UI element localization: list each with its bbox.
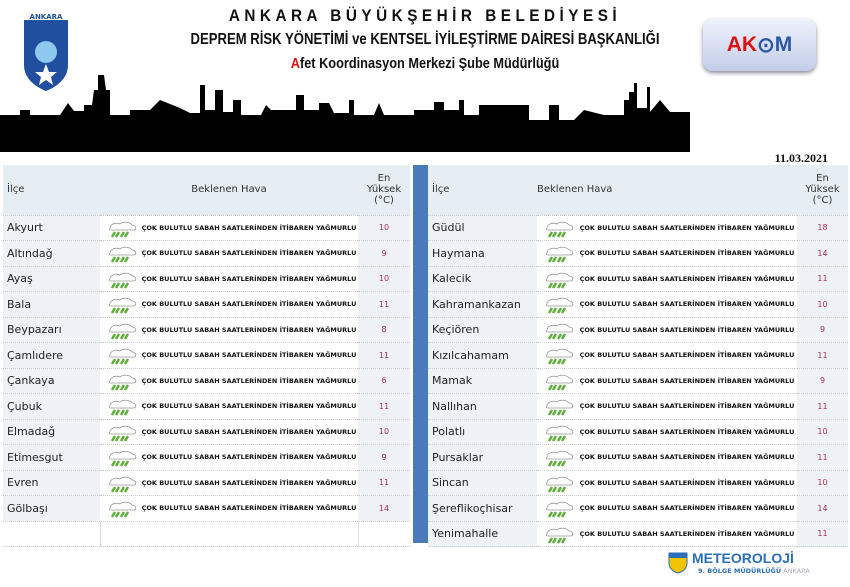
district-name: Sincan [428, 470, 537, 496]
weather-text: ÇOK BULUTLU SABAH SAATLERİNDEN İTİBAREN YAĞMURLU [579, 351, 795, 360]
weather-text: ÇOK BULUTLU SABAH SAATLERİNDEN İTİBAREN YAĞMURLU [579, 529, 795, 538]
cloud-rain-icon [106, 397, 138, 417]
table-row [3, 317, 410, 343]
max-temp: 9 [358, 445, 410, 471]
weather-cell [537, 419, 797, 445]
max-temp: 10 [797, 419, 848, 445]
cloud-rain-icon [106, 448, 138, 468]
district-name: Pursaklar [428, 445, 537, 471]
cloud-rain-icon [543, 346, 575, 366]
table-row [428, 521, 848, 547]
weather-cell [100, 419, 358, 445]
district-name: Kahramankazan [428, 292, 537, 318]
table-row [3, 470, 410, 496]
weather-cell [537, 470, 797, 496]
org-title: ANKARA BÜYÜKŞEHİR BELEDİYESİ [228, 6, 622, 25]
district-name: Kızılcahamam [428, 343, 537, 369]
weather-text: ÇOK BULUTLU SABAH SAATLERİNDEN İTİBAREN YAĞMURLU [579, 300, 795, 309]
weather-cell [100, 266, 358, 292]
cloud-rain-icon [106, 219, 138, 239]
max-temp: 11 [797, 445, 848, 471]
weather-cell [537, 496, 797, 522]
weather-cell [100, 241, 358, 267]
district-name: Çankaya [3, 368, 100, 394]
weather-cell [100, 215, 358, 241]
table-row [3, 496, 410, 522]
weather-cell [537, 521, 797, 547]
akom-logo: AK ⊙ M [703, 19, 816, 71]
cloud-rain-icon [106, 372, 138, 392]
max-temp: 10 [358, 419, 410, 445]
weather-text: ÇOK BULUTLU SABAH SAATLERİNDEN İTİBAREN YAĞMURLU [579, 504, 795, 513]
table-row [428, 241, 848, 267]
cloud-rain-icon [543, 244, 575, 264]
table-row [428, 317, 848, 343]
weather-cell [100, 368, 358, 394]
table-row [3, 445, 410, 471]
district-name: Polatlı [428, 419, 537, 445]
district-name: Keçiören [428, 317, 537, 343]
max-temp: 11 [797, 521, 848, 547]
weather-cell [537, 241, 797, 267]
column-header-temp: En Yüksek (°C) [358, 165, 410, 215]
table-row [428, 343, 848, 369]
max-temp: 11 [358, 343, 410, 369]
weather-text: ÇOK BULUTLU SABAH SAATLERİNDEN İTİBAREN YAĞMURLU [141, 478, 357, 487]
max-temp: 10 [358, 215, 410, 241]
table-row [3, 343, 410, 369]
district-name: Bala [3, 292, 100, 318]
weather-text: ÇOK BULUTLU SABAH SAATLERİNDEN İTİBAREN YAĞMURLU [141, 504, 357, 513]
district-name: Şereflikoçhisar [428, 496, 537, 522]
table-row [428, 292, 848, 318]
weather-text: ÇOK BULUTLU SABAH SAATLERİNDEN İTİBAREN YAĞMURLU [579, 325, 795, 334]
table-row [3, 266, 410, 292]
max-temp: 11 [358, 292, 410, 318]
cloud-rain-icon [106, 474, 138, 494]
table-row [428, 394, 848, 420]
cloud-rain-icon [106, 423, 138, 443]
district-name: Ayaş [3, 266, 100, 292]
weather-cell [100, 496, 358, 522]
table-header [3, 165, 410, 215]
district-name: Akyurt [3, 215, 100, 241]
forecast-date: 11.03.2021 [774, 151, 828, 165]
department-title: DEPREM RİSK YÖNETİMİ ve KENTSEL İYİLEŞTİRME DAİRESİ BAŞKANLIĞI [190, 31, 660, 48]
weather-text: ÇOK BULUTLU SABAH SAATLERİNDEN İTİBAREN YAĞMURLU [141, 300, 357, 309]
header-banner [0, 0, 850, 152]
district-name: Elmadağ [3, 419, 100, 445]
column-header-weather: Beklenen Hava [100, 165, 358, 215]
weather-text: ÇOK BULUTLU SABAH SAATLERİNDEN İTİBAREN YAĞMURLU [141, 325, 357, 334]
weather-text: ÇOK BULUTLU SABAH SAATLERİNDEN İTİBAREN YAĞMURLU [141, 402, 357, 411]
weather-text: ÇOK BULUTLU SABAH SAATLERİNDEN İTİBAREN YAĞMURLU [579, 223, 795, 232]
max-temp: 9 [358, 241, 410, 267]
weather-text: ÇOK BULUTLU SABAH SAATLERİNDEN İTİBAREN YAĞMURLU [141, 453, 357, 462]
table-row [428, 419, 848, 445]
district-name: Nallıhan [428, 394, 537, 420]
weather-cell [537, 368, 797, 394]
forecast-table-left [3, 165, 410, 547]
max-temp: 14 [358, 496, 410, 522]
weather-cell [537, 317, 797, 343]
cloud-rain-icon [543, 448, 575, 468]
cloud-rain-icon [543, 219, 575, 239]
weather-text: ÇOK BULUTLU SABAH SAATLERİNDEN İTİBAREN YAĞMURLU [579, 402, 795, 411]
cloud-rain-icon [543, 474, 575, 494]
weather-text: ÇOK BULUTLU SABAH SAATLERİNDEN İTİBAREN YAĞMURLU [141, 376, 357, 385]
column-header-ilce: İlçe [3, 165, 100, 215]
meteoroloji-logo: METEOROLOJİ 9. BÖLGE MÜDÜRLÜĞÜ ANKARA [668, 552, 688, 578]
cloud-rain-icon [106, 295, 138, 315]
weather-text: ÇOK BULUTLU SABAH SAATLERİNDEN İTİBAREN YAĞMURLU [141, 249, 357, 258]
cloud-rain-icon [543, 321, 575, 341]
cloud-rain-icon [543, 525, 575, 545]
weather-text: ÇOK BULUTLU SABAH SAATLERİNDEN İTİBAREN YAĞMURLU [141, 351, 357, 360]
weather-text: ÇOK BULUTLU SABAH SAATLERİNDEN İTİBAREN YAĞMURLU [579, 453, 795, 462]
weather-text: ÇOK BULUTLU SABAH SAATLERİNDEN İTİBAREN YAĞMURLU [579, 376, 795, 385]
meteoroloji-emblem-icon [668, 552, 688, 574]
district-name: Altındağ [3, 241, 100, 267]
district-name: Kalecik [428, 266, 537, 292]
weather-cell [100, 445, 358, 471]
weather-cell [100, 317, 358, 343]
cloud-rain-icon [106, 346, 138, 366]
max-temp: 10 [358, 266, 410, 292]
skyline-image [0, 75, 850, 152]
weather-text: ÇOK BULUTLU SABAH SAATLERİNDEN İTİBAREN YAĞMURLU [579, 427, 795, 436]
weather-cell [537, 445, 797, 471]
district-name: Haymana [428, 241, 537, 267]
weather-cell [537, 266, 797, 292]
weather-text: ÇOK BULUTLU SABAH SAATLERİNDEN İTİBAREN YAĞMURLU [141, 274, 357, 283]
district-name: Yenimahalle [428, 521, 537, 547]
weather-cell [537, 394, 797, 420]
column-header-temp: En Yüksek (°C) [797, 165, 848, 215]
cloud-rain-icon [106, 244, 138, 264]
cloud-rain-icon [543, 499, 575, 519]
weather-cell [100, 292, 358, 318]
cloud-rain-icon [543, 295, 575, 315]
weather-text: ÇOK BULUTLU SABAH SAATLERİNDEN İTİBAREN YAĞMURLU [141, 223, 357, 232]
max-temp: 10 [797, 292, 848, 318]
district-name: Çamlıdere [3, 343, 100, 369]
column-header-ilce: İlçe [428, 165, 537, 215]
forecast-table-right [428, 165, 848, 547]
table-row [3, 394, 410, 420]
max-temp: 11 [358, 470, 410, 496]
weather-cell [537, 343, 797, 369]
weather-cell [537, 292, 797, 318]
district-name: Güdül [428, 215, 537, 241]
cloud-rain-icon [543, 372, 575, 392]
max-temp: 14 [797, 241, 848, 267]
svg-text:ANKARA: ANKARA [29, 13, 63, 21]
max-temp: 6 [358, 368, 410, 394]
weather-text: ÇOK BULUTLU SABAH SAATLERİNDEN İTİBAREN YAĞMURLU [579, 249, 795, 258]
district-name: Gölbaşı [3, 496, 100, 522]
district-name: Etimesgut [3, 445, 100, 471]
table-row [3, 368, 410, 394]
weather-cell [100, 394, 358, 420]
max-temp: 11 [797, 394, 848, 420]
max-temp: 9 [797, 317, 848, 343]
table-row [3, 419, 410, 445]
max-temp: 11 [797, 343, 848, 369]
table-row [428, 445, 848, 471]
max-temp: 9 [797, 368, 848, 394]
max-temp: 8 [358, 317, 410, 343]
cloud-rain-icon [543, 397, 575, 417]
max-temp: 10 [797, 470, 848, 496]
table-header [428, 165, 848, 215]
table-row [428, 368, 848, 394]
cloud-rain-icon [106, 270, 138, 290]
weather-text: ÇOK BULUTLU SABAH SAATLERİNDEN İTİBAREN YAĞMURLU [141, 427, 357, 436]
table-row [428, 215, 848, 241]
district-name: Beypazarı [3, 317, 100, 343]
district-name: Mamak [428, 368, 537, 394]
district-name: Çubuk [3, 394, 100, 420]
max-temp: 11 [797, 266, 848, 292]
table-row [428, 470, 848, 496]
table-row [428, 496, 848, 522]
table-row [3, 215, 410, 241]
weather-text: ÇOK BULUTLU SABAH SAATLERİNDEN İTİBAREN YAĞMURLU [579, 274, 795, 283]
table-row [428, 266, 848, 292]
district-name: Evren [3, 470, 100, 496]
cloud-rain-icon [106, 499, 138, 519]
column-header-weather: Beklenen Hava [537, 165, 797, 215]
table-row [3, 241, 410, 267]
unit-title: Afet Koordinasyon Merkezi Şube Müdürlüğü [290, 55, 560, 72]
table-row [3, 292, 410, 318]
cloud-rain-icon [106, 321, 138, 341]
cloud-rain-icon [543, 423, 575, 443]
weather-cell [100, 470, 358, 496]
weather-text: ÇOK BULUTLU SABAH SAATLERİNDEN İTİBAREN YAĞMURLU [579, 478, 795, 487]
empty-row [3, 521, 410, 547]
max-temp: 14 [797, 496, 848, 522]
max-temp: 11 [358, 394, 410, 420]
cloud-rain-icon [543, 270, 575, 290]
max-temp: 18 [797, 215, 848, 241]
weather-cell [537, 215, 797, 241]
weather-cell [100, 343, 358, 369]
divider-bar [413, 165, 428, 543]
